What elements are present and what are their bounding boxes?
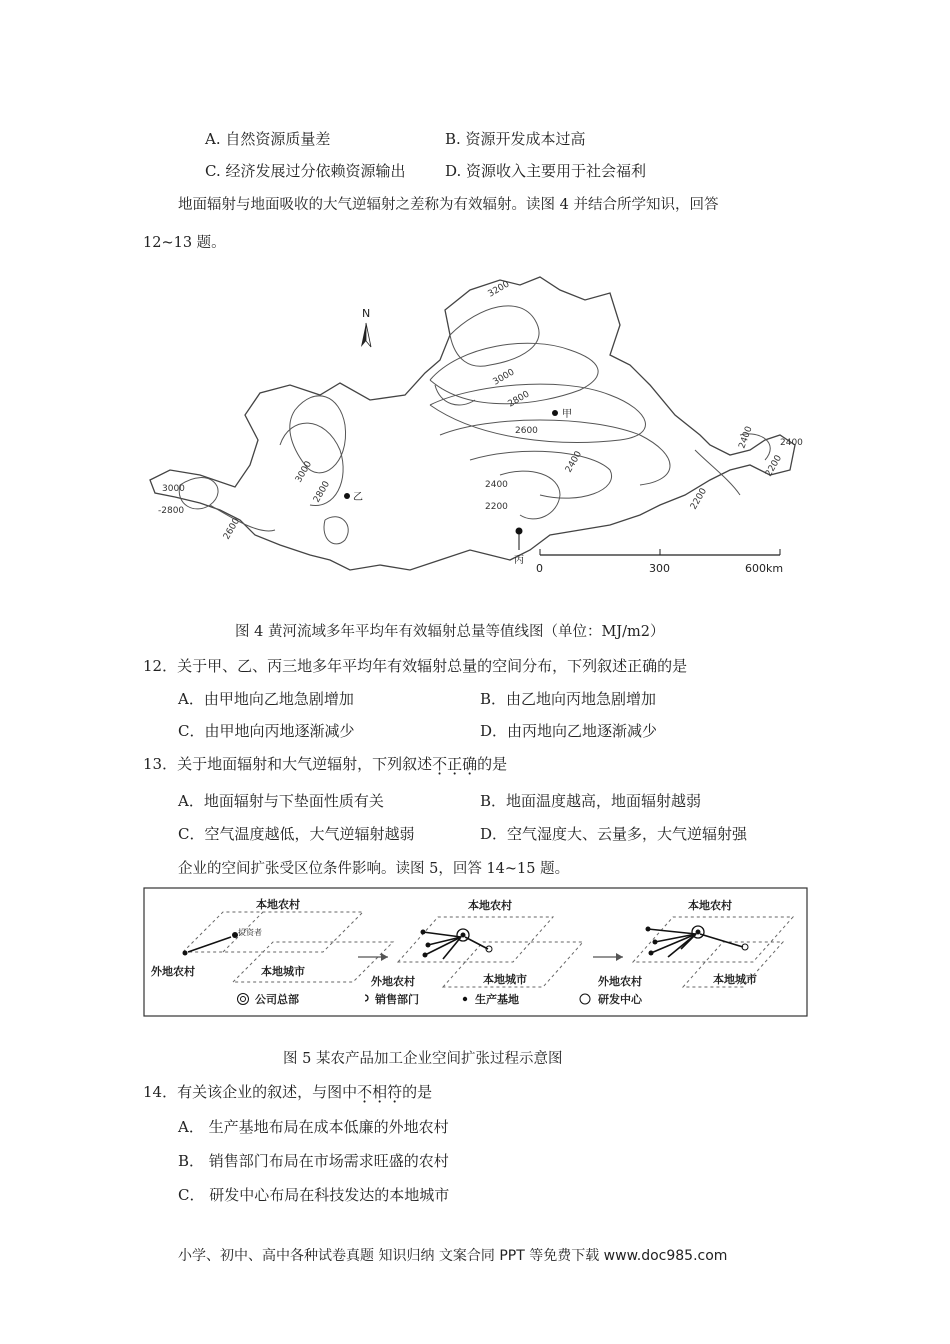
svg-text:-2800: -2800	[158, 506, 185, 516]
hq-icon	[238, 994, 249, 1005]
svg-text:本地城市: 本地城市	[483, 973, 527, 986]
scale-bar	[536, 549, 783, 575]
svg-text:本地城市: 本地城市	[261, 965, 305, 978]
svg-text:本地城市: 本地城市	[713, 973, 757, 986]
q12-option-c: C．由甲地向丙地逐渐减少	[178, 722, 355, 740]
stage-2	[371, 898, 583, 988]
q14-option-a: A． 生产基地布局在成本低廉的外地农村	[178, 1118, 449, 1136]
intro-14-15: 企业的空间扩张受区位条件影响。读图 5，回答 14~15 题。	[178, 861, 570, 877]
q14-option-c: C． 研发中心布局在科技发达的本地城市	[178, 1186, 450, 1204]
q13-option-d: D．空气湿度大、云量多，大气逆辐射强	[480, 825, 748, 843]
q11-option-b: B. 资源开发成本过高	[445, 130, 586, 148]
q14-stem: 14．有关该企业的叙述，与图中不相符的是	[143, 1083, 433, 1101]
stage-3	[598, 898, 793, 988]
yellow-river-radiation-map	[140, 265, 803, 610]
q11-option-a: A. 自然资源质量差	[205, 130, 331, 148]
svg-text:300: 300	[649, 562, 670, 575]
svg-text:600km: 600km	[745, 562, 784, 575]
svg-text:2200: 2200	[485, 502, 508, 512]
svg-text:投资者: 投资者	[238, 928, 262, 937]
q13-option-a: A．地面辐射与下垫面性质有关	[178, 792, 384, 810]
svg-text:3000: 3000	[293, 459, 315, 485]
svg-text:本地农村: 本地农村	[256, 898, 300, 911]
q12-option-b: B．由乙地向丙地急剧增加	[480, 690, 657, 708]
figure-5-caption: 图 5 某农产品加工企业空间扩张过程示意图	[283, 1051, 563, 1067]
svg-text:2800: 2800	[506, 389, 532, 410]
svg-text:2400: 2400	[563, 449, 585, 475]
svg-text:2400: 2400	[737, 425, 755, 451]
q12-option-a: A．由甲地向乙地急剧增加	[178, 690, 354, 708]
place-yi: 乙	[353, 492, 363, 503]
production-icon	[463, 997, 467, 1001]
enterprise-expansion-diagram	[143, 887, 808, 1017]
q14-option-b: B． 销售部门布局在市场需求旺盛的农村	[178, 1152, 449, 1170]
svg-text:N: N	[362, 307, 371, 320]
svg-text:生产基地: 生产基地	[475, 993, 519, 1006]
stage-1	[151, 897, 393, 982]
svg-text:2600: 2600	[515, 426, 538, 436]
svg-text:本地农村: 本地农村	[468, 899, 512, 912]
svg-text:公司总部: 公司总部	[255, 993, 299, 1006]
svg-text:2200: 2200	[688, 486, 710, 512]
place-bing: 丙	[514, 555, 524, 566]
svg-text:2400: 2400	[780, 438, 803, 448]
svg-text:外地农村: 外地农村	[598, 975, 642, 988]
svg-text:2600: 2600	[221, 516, 243, 542]
svg-text:外地农村: 外地农村	[371, 975, 415, 988]
svg-text:2800: 2800	[311, 479, 333, 505]
sales-icon	[365, 995, 368, 1001]
rd-icon	[580, 994, 590, 1004]
figure-4-caption: 图 4 黄河流域多年平均年有效辐射总量等值线图（单位：MJ/m2）	[235, 624, 665, 640]
svg-text:3200: 3200	[486, 279, 512, 300]
q13-stem: 13．关于地面辐射和大气逆辐射，下列叙述不正确的是	[143, 755, 508, 773]
q11-option-c: C. 经济发展过分依赖资源输出	[205, 162, 406, 180]
svg-text:3000: 3000	[491, 367, 517, 388]
q12-stem: 12．关于甲、乙、丙三地多年平均年有效辐射总量的空间分布，下列叙述正确的是	[143, 657, 688, 675]
q11-option-d: D. 资源收入主要用于社会福利	[445, 162, 647, 180]
svg-text:研发中心: 研发中心	[598, 993, 642, 1006]
q13-option-c: C．空气温度越低，大气逆辐射越弱	[178, 825, 415, 843]
place-jia: 甲	[562, 409, 572, 420]
intro-12-13-line2: 12~13 题。	[143, 235, 226, 251]
svg-text:0: 0	[536, 562, 543, 575]
intro-12-13-line1: 地面辐射与地面吸收的大气逆辐射之差称为有效辐射。读图 4 并结合所学知识，回答	[178, 197, 719, 213]
q13-option-b: B．地面温度越高，地面辐射越弱	[480, 792, 702, 810]
page-footer: 小学、初中、高中各种试卷真题 知识归纳 文案合同 PPT 等免费下载 www.doc985.com	[178, 1248, 728, 1264]
svg-text:2400: 2400	[485, 480, 508, 490]
svg-text:外地农村: 外地农村	[151, 965, 195, 978]
basin-outline	[150, 277, 795, 570]
svg-text:本地农村: 本地农村	[688, 899, 732, 912]
svg-text:3000: 3000	[162, 484, 185, 494]
fig5-legend	[238, 992, 643, 1006]
svg-text:销售部门: 销售部门	[375, 993, 419, 1006]
north-arrow-icon	[361, 307, 371, 347]
q12-option-d: D．由丙地向乙地逐渐减少	[480, 722, 658, 740]
svg-text:2200: 2200	[763, 453, 785, 479]
